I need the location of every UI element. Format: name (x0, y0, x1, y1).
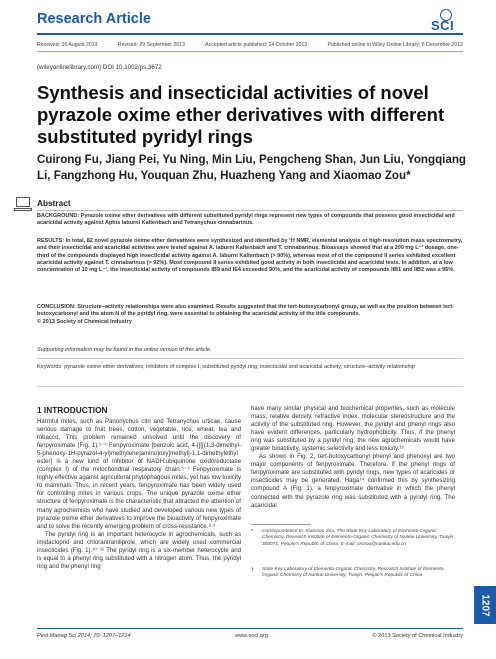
header-rule (37, 33, 463, 35)
society-link[interactable]: www.soci.org (235, 633, 268, 639)
abstract-heading: Abstract (37, 198, 71, 208)
keywords-bottom-rule (37, 386, 463, 387)
supporting-info: Supporting information may be found in the online version of this article. (37, 347, 212, 353)
accepted-date: Accepted article published: 24 October 2013 (205, 42, 308, 48)
published-date: Published online in Wiley Online Library: 6 December 2013 (327, 42, 463, 48)
footnote-rule (251, 524, 311, 525)
laptop-icon (14, 197, 34, 213)
publication-dates (37, 42, 463, 48)
abstract-rule (37, 210, 463, 211)
correspondence-footnote: Correspondence to: Xiaomao Zou, The State Key Laboratory of Elemento-Organic Chemistry, Research Institute of Elemento-Organic Chemistry of Nankai University, Tianjin 300071, People's Republic of China. E-mail: xmzou@nankai.edu.cn (262, 529, 454, 547)
keywords-top-rule (37, 358, 463, 359)
sci-logo (431, 9, 463, 33)
journal-header (0, 0, 496, 36)
intro-paragraph-4: As shown in Fig. 2, tert-butoxycarbonyl phenyl and phenoxyl are two major components of fenpyroximate. Therefore, if the phenyl rings of fenpyroximate are substituted with pyridyl rings, new types of acaricides or insecticides may be generated. Haga¹⁴ confirmed this by synthesizing compound A (Fig. 1), a fenpyroximate derivative in which the phenyl connected with the pyrazole ring was substituted with a pyridyl ring. The acaricidal (251, 453, 455, 509)
abstract-conclusion: CONCLUSION: Structure–activity relationships were also examined. Results suggested that the tert-butoxycarbonyl group, as well as the position between tert-butoxycarbonyl and the atom N of the pyridyl ring, were essential to obtaining the acaricidal activity of the title compounds. (37, 304, 454, 318)
doi-line[interactable]: (wileyonlinelibrary.com) DOI 10.1002/ps.3672 (37, 64, 162, 71)
footnote-dagger-mark: † (251, 567, 254, 573)
affiliation-footnote: State Key Laboratory of Elemento-Organic Chemistry, Research Institute of Elemento-Organic Chemistry of Nankai University, Tianjin, People's Republic of China (262, 567, 445, 579)
page-number (474, 587, 496, 623)
revised-date: Revised: 29 September 2013 (117, 42, 185, 48)
intro-paragraph-3: have many similar physical and biochemical properties, such as molecule mass, relative density, refractive index, molecular stereostructure and the activity of the substituted ring. However, the pyridyl and phenyl rings also have evident differences, particularly hydrophobicity. Thus, if the phenyl ring was substituted by a pyridyl ring, the new agrochemicals would have greater bioactivity, systemic selectivity and less toxicity.¹³ (251, 405, 455, 453)
intro-paragraph-1: Harmful mites, such as Panonychus citri and Tetranychus urticae, cause serious damage to fruit trees, cotton, vegetable, rice, wheat, tea and tobacco. This problem remained unsolved until the discovery of fenpyroximate (Fig. 1).¹⁻⁴ Fenpyroximate [benzoic acid, 4-[[[[(1,3-dimethyl-5-phenoxy-1H-pyrazol-4-yl)methylene]amino]oxy]methyl]-1,1-dimethylethyl ester] is a new kind of inhibitor of NADH:ubiquinone oxidoreductase (complex I) of the mitochondrial respiratory chain.⁵⁻⁷ Fenpyroximate is highly effective against agricultural phytophagous mites, yet has low toxicity to mammals. Thus, in recent years, fenpyroximate has been widely used for controlling mites in various crops. The unique pyrazole oxime ether structure of fenpyroximate is the characteristic that attracted the attention of many agrochemists who have studied and developed various new types of pyrazole oxime ether derivatives to improve the bioactivity of fenpyroximate and to solve the recently emerging problem of cross-resistance.⁸·⁹ (37, 418, 241, 530)
footnote-star-mark: * (251, 529, 253, 535)
logo-text: SCI (431, 18, 455, 33)
journal-citation: Pest Manag Sci 2014; 70: 1207–1214 (37, 633, 131, 639)
abstract-results: RESULTS: In total, 82 novel pyrazole oxime ether derivatives were synthesized and identified by ¹H NMR, elemental analysis or high-resolution mass spectrometry, and their insecticidal and acaricidal activities were tested against A. laburni Kaltenbach and T. cinnabarinus. Bioassays showed that at a 200 mg L⁻¹ dosage, one-third of the compounds displayed high insecticidal activity against A. laburni Kaltenbach (> 90%), whereas most of of the compound II series exhibited excellent acaricidal activity against T. cinnabarinus (> 92%). Most compound II series exhibited good activity in both insecticidal and acaricidal tests. In addition, at a low concentration of 10 mg L⁻¹, the insecticidal activity of compounds IB9 and IE4 exceeded 90%, and the acaricidal activity of compounds IIB1 and IIB2 was ≥ 95%. (37, 238, 463, 274)
dates-rule (37, 51, 463, 52)
intro-paragraph-2: The pyridyl ring is an important heterocycle in agrochemicals, such as imidacloprid and chlorantraniliprole, which are widely used commercial insecticides (Fig. 1).¹⁰⁻¹² The pyridyl ring is a six-member heterocycle and is equal to a phenyl ring substituted with a nitrogen atom. Thus, the pyridyl ring and the phenyl ring (37, 530, 241, 570)
introduction-heading: 1 INTRODUCTION (37, 405, 108, 415)
author-list: Cuirong Fu, Jiang Pei, Yu Ning, Min Liu, Pengcheng Shan, Jun Liu, Yongqiang Li, Fangzhong Hu, Youquan Zhu, Huazheng Yang and Xiaomao Zou* (37, 153, 466, 182)
abstract-background: BACKGROUND: Pyrazole oxime ether derivatives with different substituted pyridyl rings represent new types of compounds that possess good insecticidal and acaricidal activity against Aphis laburni Kaltenbach and Tetranychus cinnabarinus. (37, 213, 455, 227)
left-column (37, 405, 241, 571)
keywords: Keywords: pyrazole oxime ether derivatives; inhibitors of complex I; substituted pyridyl ring; insecticidal and acaricidal activity; structure–activity relationship (37, 364, 415, 370)
article-title: Synthesis and insecticidal activities of novel pyrazole oxime ether derivatives with different substituted pyridyl rings (37, 82, 445, 147)
section-tag: Research Article (37, 11, 151, 27)
received-date: Received: 16 August 2013 (37, 42, 98, 48)
abstract-conclusion-block (37, 304, 467, 326)
page-footer (37, 633, 463, 639)
page-number-text: 1207 (479, 593, 491, 617)
right-column (251, 405, 455, 510)
abstract-copyright: © 2013 Society of Chemical Industry (37, 318, 132, 325)
footer-rule (37, 628, 463, 629)
footer-copyright: © 2013 Society of Chemical Industry (372, 633, 463, 639)
